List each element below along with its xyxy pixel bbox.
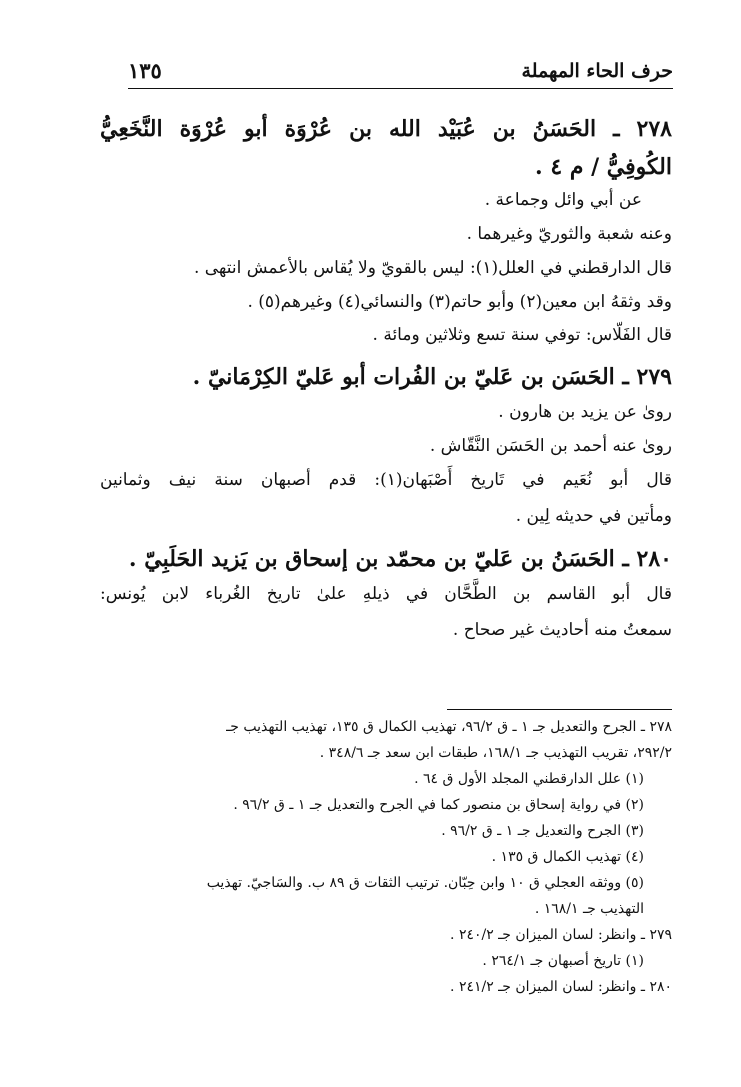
page-number: ١٣٥: [128, 58, 162, 83]
entry-278-line: وقد وثقهُ ابن معين(٢) وأبو حاتم(٣) والنسائي(٤) وغيرهم(٥) .: [247, 292, 672, 312]
running-head: [128, 58, 673, 89]
footnote-line: (٥) ووثقه العجلي ق ١٠ وابن حِبّان. ترتيب الثقات ق ٨٩ ب. والسَاجيّ. تهذيب: [206, 875, 644, 891]
footnote-line: (٣) الجرح والتعديل جـ ١ ـ ق ٩٦/٢ .: [441, 823, 644, 839]
entry-278-heading: ٢٧٨ ـ الحَسَنُ بن عُبَيْد الله بن عُرْوَة أبو عُرْوَة النَّخَعِيُّ: [100, 116, 672, 142]
footnote-line: ٢٩٢/٢، تقريب التهذيب جـ ١٦٨/١، طبقات ابن سعد جـ ٣٤٨/٦ .: [319, 745, 672, 761]
entry-280-line: قال أبو القاسم بن الطَّحَّان في ذيلهِ علىٰ تاريخ الغُرباء لابن يُونس:: [100, 584, 672, 604]
entry-279-heading: ٢٧٩ ـ الحَسَن بن عَليّ بن الفُرات أبو عَليّ الكِرْمَانيّ .: [192, 364, 672, 390]
footnote-line: (١) تاريخ أصبهان جـ ٢٦٤/١ .: [482, 953, 644, 969]
footnote-line: (٢) في رواية إسحاق بن منصور كما في الجرح والتعديل جـ ١ ـ ق ٩٦/٢ .: [233, 797, 644, 813]
entry-278-line: قال الفَلّاس: توفي سنة تسع وثلاثين ومائة .: [372, 325, 672, 345]
footnote-line: التهذيب جـ ١٦٨/١ .: [534, 901, 644, 917]
entry-279-line: قال أبو نُعَيم في تَاريخ أَصْبَهان(١): قدم أصبهان سنة نيف وثمانين: [100, 470, 672, 490]
footnote-line: (٤) تهذيب الكمال ق ١٣٥ .: [491, 849, 644, 865]
entry-278-line: وعنه شعبة والثوريّ وغيرهما .: [466, 224, 672, 244]
entry-279-line: روىٰ عنه أحمد بن الحَسَن النَّقّاش .: [429, 436, 672, 456]
entry-279-line: روىٰ عن يزيد بن هارون .: [498, 402, 672, 422]
footnote-divider: [447, 709, 672, 710]
entry-280-line: سمعتُ منه أحاديث غير صحاح .: [452, 620, 672, 640]
footnote-line: ٢٧٨ ـ الجرح والتعديل جـ ١ ـ ق ٩٦/٢، تهذيب الكمال ق ١٣٥، تهذيب التهذيب جـ: [226, 719, 672, 735]
footnote-line: ٢٧٩ ـ وانظر: لسان الميزان جـ ٢٤٠/٢ .: [450, 927, 672, 943]
entry-278-line: عن أبي وائل وجماعة .: [484, 190, 642, 210]
footnote-line: (١) علل الدارقطني المجلد الأول ق ٦٤ .: [414, 771, 644, 787]
running-title: حرف الحاء المهملة: [521, 60, 673, 82]
entry-279-line: ومأتين في حديثه لِين .: [515, 506, 672, 526]
entry-278-line: قال الدارقطني في العلل(١): ليس بالقويّ ولا يُقاس بالأعمش انتهى .: [193, 258, 672, 278]
entry-280-heading: ٢٨٠ ـ الحَسَنُ بن عَليّ بن محمّد بن إسحاق بن يَزيد الحَلَبِيّ .: [128, 546, 672, 572]
footnote-line: ٢٨٠ ـ وانظر: لسان الميزان جـ ٢٤١/٢ .: [450, 979, 672, 995]
entry-278-heading-cont: الكُوفِيُّ / م ٤ .: [535, 154, 672, 180]
